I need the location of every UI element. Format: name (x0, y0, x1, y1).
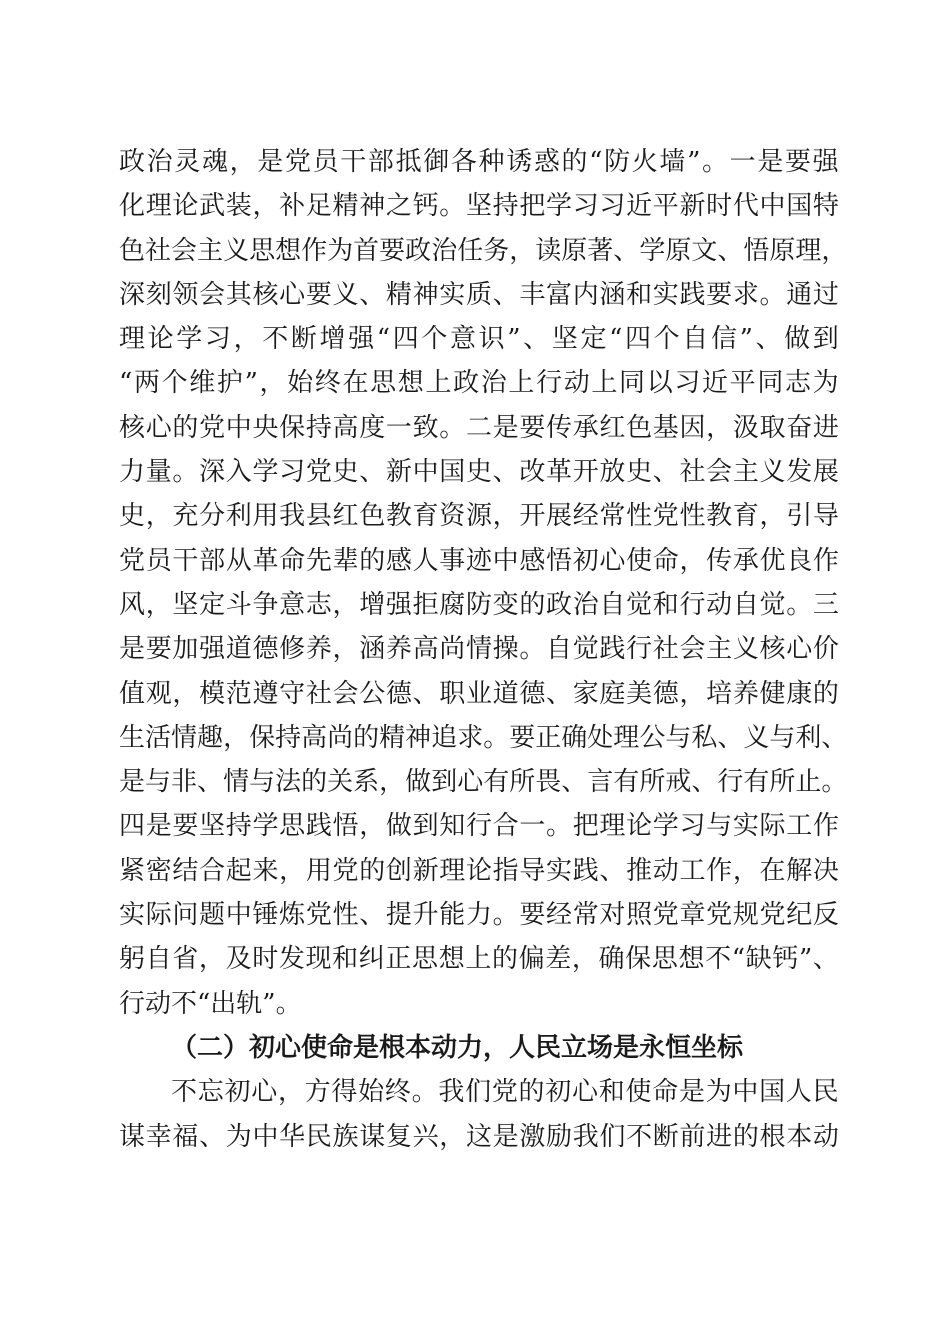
text-line: 实 际 问 题 中 锤 炼 党 性 、 提 升 能 力 。 要 经 常 对 照 党 章 党 规 党 纪 反 (119, 900, 839, 931)
text-line: 生 活 情 趣 ， 保 持 高 尚 的 精 神 追 求 。 要 正 确 处 理 公 与 私 、 义 与 利 、 (119, 722, 848, 753)
text-line: 行动不“出轨”。 (119, 988, 302, 1019)
text-line: 紧 密 结 合 起 来 ， 用 党 的 创 新 理 论 指 导 实 践 、 推 动 工 作 ， 在 解 决 (119, 855, 839, 886)
document-body (119, 140, 848, 1159)
text-line: 化 理 论 武 装 ， 补 足 精 神 之 钙 。 坚 持 把 学 习 习 近 平 新 时 代 中 国 特 (119, 191, 839, 222)
text-line: “ 两 个 维 护 ” ， 始 终 在 思 想 上 政 治 上 行 动 上 同 以 习 近 平 同 志 为 (119, 368, 839, 399)
text-line: 不 忘 初 心 ， 方 得 始 终 。 我 们 党 的 初 心 和 使 命 是 为 中 国 人 民 (171, 1077, 839, 1108)
text-line: 党 员 干 部 从 革 命 先 辈 的 感 人 事 迹 中 感 悟 初 心 使 命 ， 传 承 优 良 作 (119, 545, 839, 576)
text-line: 理 论 学 习 ， 不 断 增 强 “ 四 个 意 识 ” 、 坚 定 “ 四 个 自 信 ” 、 做 到 (119, 324, 839, 355)
text-line: 躬 自 省 ， 及 时 发 现 和 纠 正 思 想 上 的 偏 差 ， 确 保 思 想 不 “ 缺 钙 ” 、 (119, 944, 839, 975)
text-line: 力 量 。 深 入 学 习 党 史 、 新 中 国 史 、 改 革 开 放 史 、 社 会 主 义 发 展 (119, 457, 839, 488)
text-line: 值 观 ， 模 范 遵 守 社 会 公 德 、 职 业 道 德 、 家 庭 美 德 ， 培 养 健 康 的 (119, 678, 839, 709)
paragraph-2 (119, 1070, 839, 1159)
text-line: 深 刻 领 会 其 核 心 要 义 、 精 神 实 质 、 丰 富 内 涵 和 实 践 要 求 。 通 过 (119, 279, 839, 310)
text-line: 色 社 会 主 义 思 想 作 为 首 要 政 治 任 务 ， 读 原 著 、 学 原 文 、 悟 原 理 ， (119, 235, 848, 266)
text-line: 四 是 要 坚 持 学 思 践 悟 ， 做 到 知 行 合 一 。 把 理 论 学 习 与 实 际 工 作 (119, 811, 839, 842)
text-line: 史 ， 充 分 利 用 我 县 红 色 教 育 资 源 ， 开 展 经 常 性 党 性 教 育 ， 引 导 (119, 501, 839, 532)
text-line: 是 要 加 强 道 德 修 养 ， 涵 养 高 尚 情 操 。 自 觉 践 行 社 会 主 义 核 心 价 (119, 634, 839, 665)
text-line: 风 ， 坚 定 斗 争 意 志 ， 增 强 拒 腐 防 变 的 政 治 自 觉 和 行 动 自 觉 。 三 (119, 589, 839, 620)
paragraph-1 (119, 140, 848, 1026)
text-line: 是 与 非 、 情 与 法 的 关 系 ， 做 到 心 有 所 畏 、 言 有 所 戒 、 行 有 所 止 。 (119, 767, 848, 798)
text-line: 核 心 的 党 中 央 保 持 高 度 一 致 。 二 是 要 传 承 红 色 基 因 ， 汲 取 奋 进 (119, 412, 839, 443)
section-heading: （二）初心使命是根本动力，人民立场是永恒坐标 (171, 1032, 744, 1063)
text-line: 谋 幸 福 、 为 中 华 民 族 谋 复 兴 ， 这 是 激 励 我 们 不 断 前 进 的 根 本 动 (119, 1121, 839, 1152)
text-line: 政 治 灵 魂 ， 是 党 员 干 部 抵 御 各 种 诱 惑 的 “ 防 火 墙 ” 。 一 是 要 强 (119, 147, 839, 177)
